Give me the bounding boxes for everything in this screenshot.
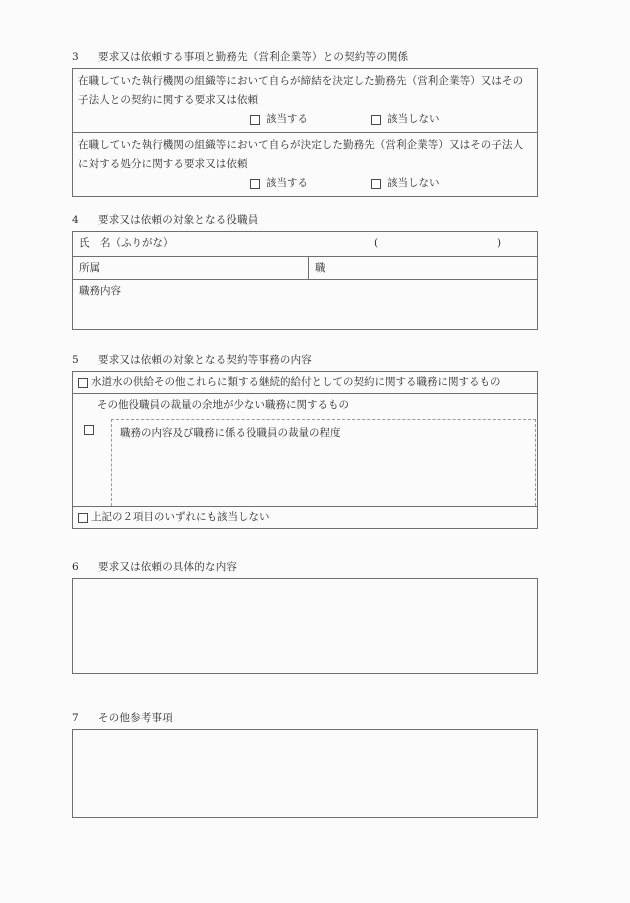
section-5-option-3 (73, 506, 537, 528)
checkbox-icon[interactable] (371, 115, 381, 125)
section-5-option-2-heading: その他役職員の裁量の余地が少ない職務に関するもの (97, 399, 349, 411)
section-5-title-text: 要求又は依頼の対象となる契約等事務の内容 (98, 354, 312, 366)
section-7 (72, 711, 538, 818)
checkbox-icon[interactable] (250, 115, 260, 125)
section-3-item-1-no-checkbox[interactable] (371, 113, 440, 126)
section-3-item-2-choices (73, 174, 537, 196)
checkbox-icon[interactable] (78, 378, 88, 388)
section-6-number: 6 (72, 561, 79, 573)
section-4-furigana-paren-open: ( (374, 237, 379, 249)
section-4-title (72, 213, 538, 227)
section-3 (72, 50, 538, 197)
section-4-furigana-paren-close: ) (497, 237, 502, 249)
section-6-box[interactable] (72, 578, 538, 674)
section-5-option-1 (73, 372, 537, 393)
section-4-duties-cell[interactable] (73, 280, 537, 329)
section-5-option-1-label: 水道水の供給その他これらに類する継続的給付としての契約に関する職務に関するもの (91, 376, 501, 388)
section-6-value (73, 579, 547, 582)
section-3-item-2-yes-label: 該当する (266, 177, 308, 189)
section-3-item-1-yes-checkbox[interactable] (250, 113, 308, 126)
checkbox-icon[interactable] (250, 179, 260, 189)
section-3-title-text: 要求又は依頼する事項と勤務先（営利企業等）との契約等の関係 (98, 51, 409, 63)
section-3-item-2-no-label: 該当しない (387, 177, 440, 189)
section-4-position-label: 職 (314, 262, 326, 274)
checkbox-icon[interactable] (84, 425, 94, 435)
section-7-title-text: その他参考事項 (98, 712, 173, 724)
section-4-title-text: 要求又は依頼の対象となる役職員 (98, 214, 259, 226)
section-6-title-text: 要求又は依頼の具体的な内容 (98, 561, 238, 573)
section-3-item-1-choices (73, 110, 537, 132)
section-4-table (72, 231, 538, 330)
section-7-box[interactable] (72, 729, 538, 818)
section-6 (72, 560, 538, 674)
section-5-option-2-detail-box[interactable] (111, 419, 536, 506)
section-4-affiliation-cell[interactable] (73, 257, 308, 279)
section-4 (72, 213, 538, 330)
section-7-title (72, 711, 538, 725)
section-3-item-1-no-label: 該当しない (387, 113, 440, 125)
checkbox-icon[interactable] (371, 179, 381, 189)
section-5-option-2 (73, 393, 537, 506)
table-row (73, 256, 537, 279)
section-5-number: 5 (72, 354, 79, 366)
section-5-option-3-checkbox[interactable] (73, 507, 537, 528)
section-5-option-1-checkbox[interactable] (73, 372, 537, 393)
section-4-name-cell[interactable] (73, 232, 537, 256)
section-5-option-2-body (73, 416, 537, 506)
section-3-item-2-yes-checkbox[interactable] (250, 177, 308, 190)
section-5-title (72, 353, 538, 367)
section-7-value (73, 730, 547, 733)
section-5-option-3-label: 上記の２項目のいずれにも該当しない (91, 511, 270, 523)
section-7-number: 7 (72, 712, 79, 724)
section-3-item-1-text: 在職していた執行機関の組織等において自らが締結を決定した勤務先（営利企業等）又はその子法人との契約に関する要求又は依頼 (78, 75, 524, 106)
section-3-title (72, 50, 538, 64)
checkbox-icon[interactable] (78, 513, 88, 523)
table-row (73, 279, 537, 329)
section-3-number: 3 (72, 51, 79, 63)
section-5 (72, 353, 538, 529)
section-4-affiliation-label: 所属 (79, 262, 100, 274)
section-4-name-label: 氏 名（ふりがな） (79, 237, 174, 249)
section-3-item-1 (73, 69, 537, 132)
table-row (73, 232, 537, 256)
section-5-box (72, 371, 538, 529)
section-6-title (72, 560, 538, 574)
section-3-item-2 (73, 132, 537, 196)
section-4-position-cell[interactable] (308, 257, 537, 279)
section-4-duties-label: 職務内容 (79, 285, 121, 297)
section-3-item-1-yes-label: 該当する (266, 113, 308, 125)
section-5-option-2-detail-label: 職務の内容及び職務に係る役職員の裁量の程度 (120, 427, 341, 439)
section-3-item-2-text: 在職していた執行機関の組織等において自らが決定した勤務先（営利企業等）又はその子法人に対する処分に関する要求又は依頼 (78, 139, 524, 170)
section-3-item-2-no-checkbox[interactable] (371, 177, 440, 190)
section-4-number: 4 (72, 214, 79, 226)
section-3-box (72, 68, 538, 197)
